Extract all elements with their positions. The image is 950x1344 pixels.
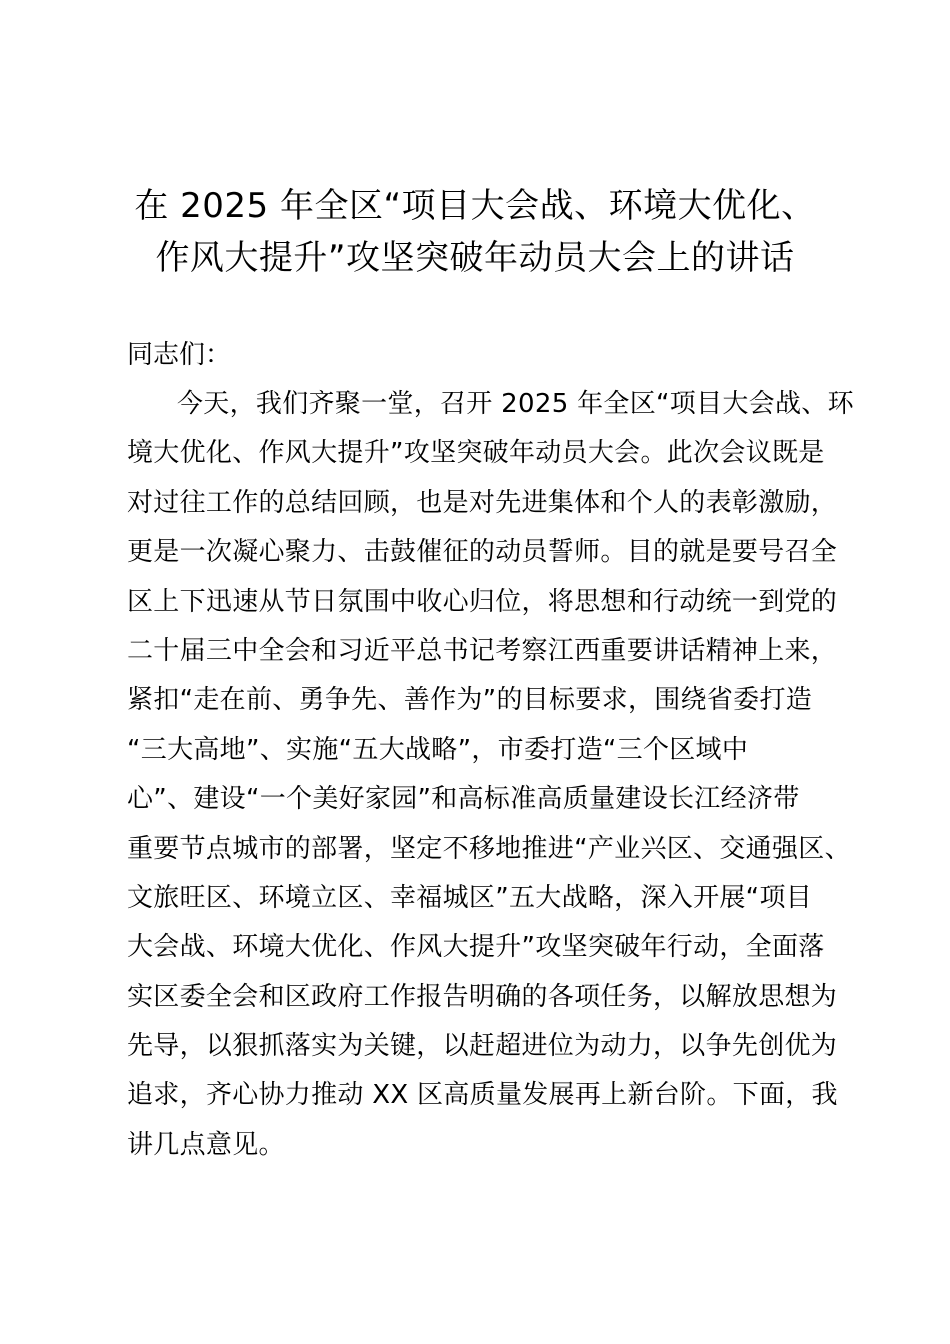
paragraph-line: 心”、建设“一个美好家园”和高标准高质量建设长江经济带 (127, 784, 800, 815)
paragraph-line: 对过往工作的总结回顾，也是对先进集体和个人的表彰激励， (127, 487, 838, 518)
paragraph-line: 文旅旺区、环境立区、幸福城区”五大战略，深入开展“项目 (127, 882, 813, 913)
paragraph-line: 境大优化、作风大提升”攻坚突破年动员大会。此次会议既是 (127, 438, 825, 469)
paragraph-line: 更是一次凝心聚力、击鼓催征的动员誓师。目的就是要号召全 (127, 537, 838, 568)
title-line-2: 作风大提升”攻坚突破年动员大会上的讲话 (155, 238, 795, 278)
paragraph-line: “三大高地”、实施“五大战略”，市委打造“三个区域中 (127, 734, 749, 765)
paragraph-line: 大会战、环境大优化、作风大提升”攻坚突破年行动，全面落 (127, 932, 825, 963)
paragraph-line: 讲几点意见。 (127, 1129, 285, 1160)
paragraph-line: 二十届三中全会和习近平总书记考察江西重要讲话精神上来， (127, 635, 838, 666)
body-paragraph (127, 380, 854, 1170)
paragraph-line: 实区委全会和区政府工作报告明确的各项任务，以解放思想为 (127, 981, 838, 1012)
paragraph-line: 区上下迅速从节日氛围中收心归位，将思想和行动统一到党的 (127, 586, 838, 617)
paragraph-line: 紧扣“走在前、勇争先、善作为”的目标要求，围绕省委打造 (127, 685, 813, 716)
paragraph-line: 先导，以狠抓落实为关键，以赶超进位为动力，以争先创优为 (127, 1031, 838, 1062)
paragraph-line: 重要节点城市的部署，坚定不移地推进“产业兴区、交通强区、 (127, 833, 851, 864)
paragraph-line: 追求，齐心协力推动 XX 区高质量发展再上新台阶。下面，我 (127, 1080, 838, 1111)
salutation: 同志们： (127, 340, 232, 370)
document-title (100, 180, 850, 284)
title-line-1: 在 2025 年全区“项目大会战、环境大优化、 (134, 186, 816, 226)
paragraph-line: 今天，我们齐聚一堂，召开 2025 年全区“项目大会战、环 (177, 389, 854, 419)
